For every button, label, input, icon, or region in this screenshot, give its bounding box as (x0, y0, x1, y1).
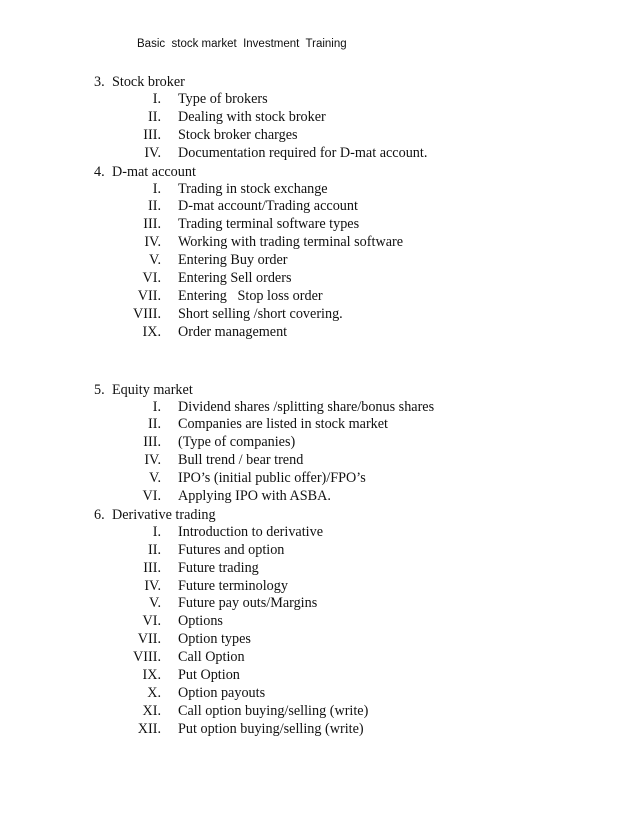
list-item (0, 252, 638, 270)
list-item-numeral: X. (147, 684, 161, 701)
list-item-numeral: VI. (142, 488, 161, 505)
list-item-numeral: IV. (144, 144, 161, 161)
section-title: D-mat account (112, 163, 196, 180)
list-item-numeral: VIII. (133, 305, 161, 322)
list-item-numeral: II. (148, 108, 161, 125)
list-item-text: Trading in stock exchange (178, 180, 328, 197)
list-item (0, 560, 638, 578)
list-item-numeral: VIII. (133, 649, 161, 666)
list-item-numeral: XI. (142, 702, 161, 719)
list-item-numeral: II. (148, 541, 161, 558)
list-item-text: Type of brokers (178, 91, 268, 107)
list-item (0, 399, 638, 417)
list-item-numeral: VII. (137, 631, 161, 648)
list-item (0, 216, 638, 234)
list-item-text: Option types (178, 631, 251, 648)
section-title: Derivative trading (112, 506, 216, 523)
list-item-text: Future pay outs/Margins (178, 595, 318, 612)
list-item-numeral: III. (143, 126, 161, 143)
list-item-text: Put Option (178, 667, 240, 684)
list-item-numeral: I. (152, 180, 161, 197)
list-item (0, 631, 638, 649)
list-item-numeral: III. (143, 434, 161, 451)
list-item-numeral: III. (143, 559, 161, 576)
list-item-numeral: I. (152, 91, 161, 107)
section-number: 6. (94, 506, 105, 523)
list-item-numeral: IX. (142, 667, 161, 684)
section-title: Stock broker (112, 74, 185, 90)
list-item (0, 288, 638, 306)
list-item-numeral: IV. (144, 452, 161, 469)
list-item (0, 416, 638, 434)
list-item-text: Bull trend / bear trend (178, 452, 304, 469)
list-item (0, 613, 638, 631)
list-item-numeral: VII. (137, 287, 161, 304)
list-item-text: Options (178, 613, 223, 630)
list-item-text: Stock broker charges (178, 126, 298, 143)
list-item-text: Dealing with stock broker (178, 108, 326, 125)
section-title: Equity market (112, 381, 193, 398)
list-item (0, 524, 638, 542)
list-item-text: Option payouts (178, 684, 266, 701)
list-item-numeral: XII. (137, 720, 161, 737)
list-item-text: Future terminology (178, 577, 288, 594)
list-item (0, 91, 638, 109)
section-number: 4. (94, 163, 105, 180)
list-item-text: Introduction to derivative (178, 523, 323, 540)
list-item-text: Short selling /short covering. (178, 305, 343, 322)
list-item (0, 181, 638, 199)
list-item (0, 434, 638, 452)
list-item (0, 470, 638, 488)
list-item (0, 667, 638, 685)
list-item-text: Working with trading terminal software (178, 234, 404, 251)
list-item-text: Future trading (178, 559, 259, 576)
list-item (0, 721, 638, 739)
list-item (0, 578, 638, 596)
list-item-numeral: II. (148, 416, 161, 433)
list-item (0, 542, 638, 560)
list-item-text: Call option buying/selling (write) (178, 702, 369, 719)
list-item-numeral: V. (149, 470, 161, 487)
list-item-text: Put option buying/selling (write) (178, 720, 364, 737)
list-item (0, 127, 638, 145)
list-item-numeral: VI. (142, 270, 161, 287)
list-item (0, 270, 638, 288)
list-item-numeral: IV. (144, 577, 161, 594)
list-item-text: Companies are listed in stock market (178, 416, 388, 433)
list-item-numeral: IV. (144, 234, 161, 251)
list-item (0, 145, 638, 163)
list-item-text: Order management (178, 323, 288, 340)
section-number: 3. (94, 74, 105, 90)
list-item-numeral: IX. (142, 323, 161, 340)
list-item-numeral: V. (149, 595, 161, 612)
section-spacer (0, 342, 638, 381)
list-item (0, 488, 638, 506)
list-item (0, 234, 638, 252)
list-item (0, 324, 638, 342)
list-item-numeral: II. (148, 198, 161, 215)
list-item-text: Futures and option (178, 541, 285, 558)
list-item (0, 685, 638, 703)
list-item-numeral: I. (152, 398, 161, 415)
list-item-text: Call Option (178, 649, 245, 666)
list-item (0, 703, 638, 721)
section-number: 5. (94, 381, 105, 398)
list-item (0, 109, 638, 127)
list-item-numeral: III. (143, 216, 161, 233)
list-item (0, 198, 638, 216)
list-item-text: D-mat account/Trading account (178, 198, 358, 215)
list-item-text: Dividend shares /splitting share/bonus shares (178, 398, 435, 415)
list-item-text: Documentation required for D-mat account. (178, 144, 428, 161)
section-heading-equity-market (0, 381, 638, 399)
list-item-text: IPO’s (initial public offer)/FPO’s (178, 470, 366, 487)
list-item-text: Entering Sell orders (178, 270, 292, 287)
list-item (0, 452, 638, 470)
list-item (0, 306, 638, 324)
list-item (0, 649, 638, 667)
page-header: Basic stock market Investment Training (137, 38, 347, 50)
section-heading-stock-broker (0, 73, 638, 91)
list-item-text: Applying IPO with ASBA. (178, 488, 331, 505)
document-body (0, 73, 638, 739)
list-item-text: Entering Buy order (178, 252, 288, 269)
list-item-text: Entering Stop loss order (178, 287, 323, 304)
list-item (0, 595, 638, 613)
list-item-text: (Type of companies) (178, 434, 296, 451)
list-item-numeral: I. (152, 523, 161, 540)
list-item-numeral: VI. (142, 613, 161, 630)
section-heading-dmat-account (0, 163, 638, 181)
list-item-numeral: V. (149, 252, 161, 269)
list-item-text: Trading terminal software types (178, 216, 360, 233)
section-heading-derivative-trading (0, 506, 638, 524)
